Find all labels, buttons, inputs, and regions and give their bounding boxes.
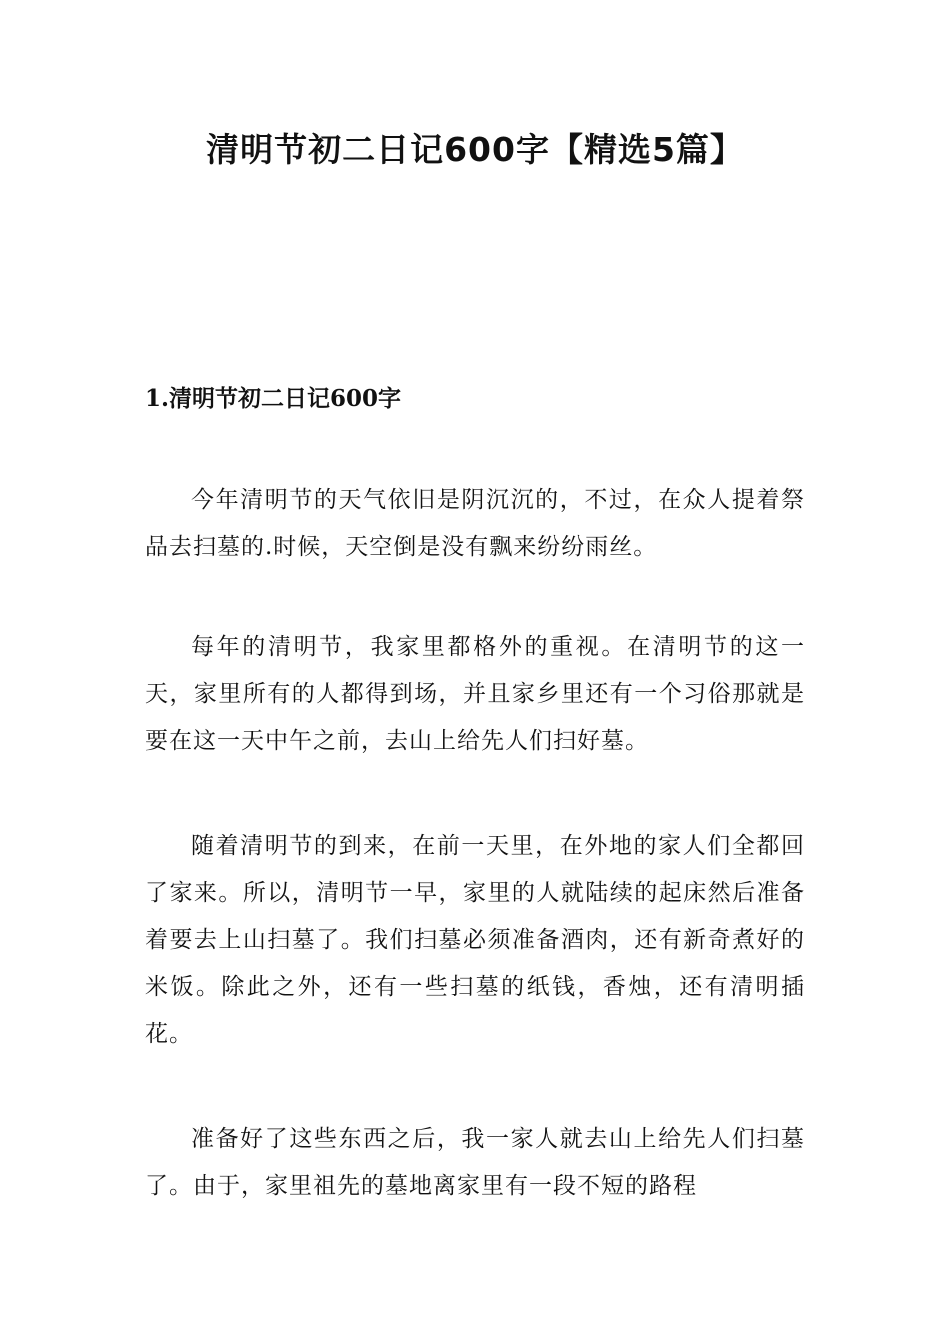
paragraph-3: 随着清明节的到来，在前一天里，在外地的家人们全都回了家来。所以，清明节一早，家里的人就陆续的起床然后准备着要去上山扫墓了。我们扫墓必须准备酒肉，还有新奇煮好的米饭。除此之外，还有一些扫墓的纸钱，香烛，还有清明插花。 <box>145 833 805 1047</box>
paragraph-1: 今年清明节的天气依旧是阴沉沉的，不过，在众人提着祭品去扫墓的.时候，天空倒是没有飘来纷纷雨丝。 <box>145 487 805 560</box>
document-title: 清明节初二日记600字【精选5篇】 <box>206 130 744 169</box>
paragraph-4: 准备好了这些东西之后，我一家人就去山上给先人们扫墓了。由于，家里祖先的墓地离家里有一段不短的路程 <box>145 1126 805 1199</box>
paragraph-2: 每年的清明节，我家里都格外的重视。在清明节的这一天，家里所有的人都得到场，并且家乡里还有一个习俗那就是要在这一天中午之前，去山上给先人们扫好墓。 <box>145 634 805 754</box>
section-heading: 1.清明节初二日记600字 <box>145 385 402 412</box>
